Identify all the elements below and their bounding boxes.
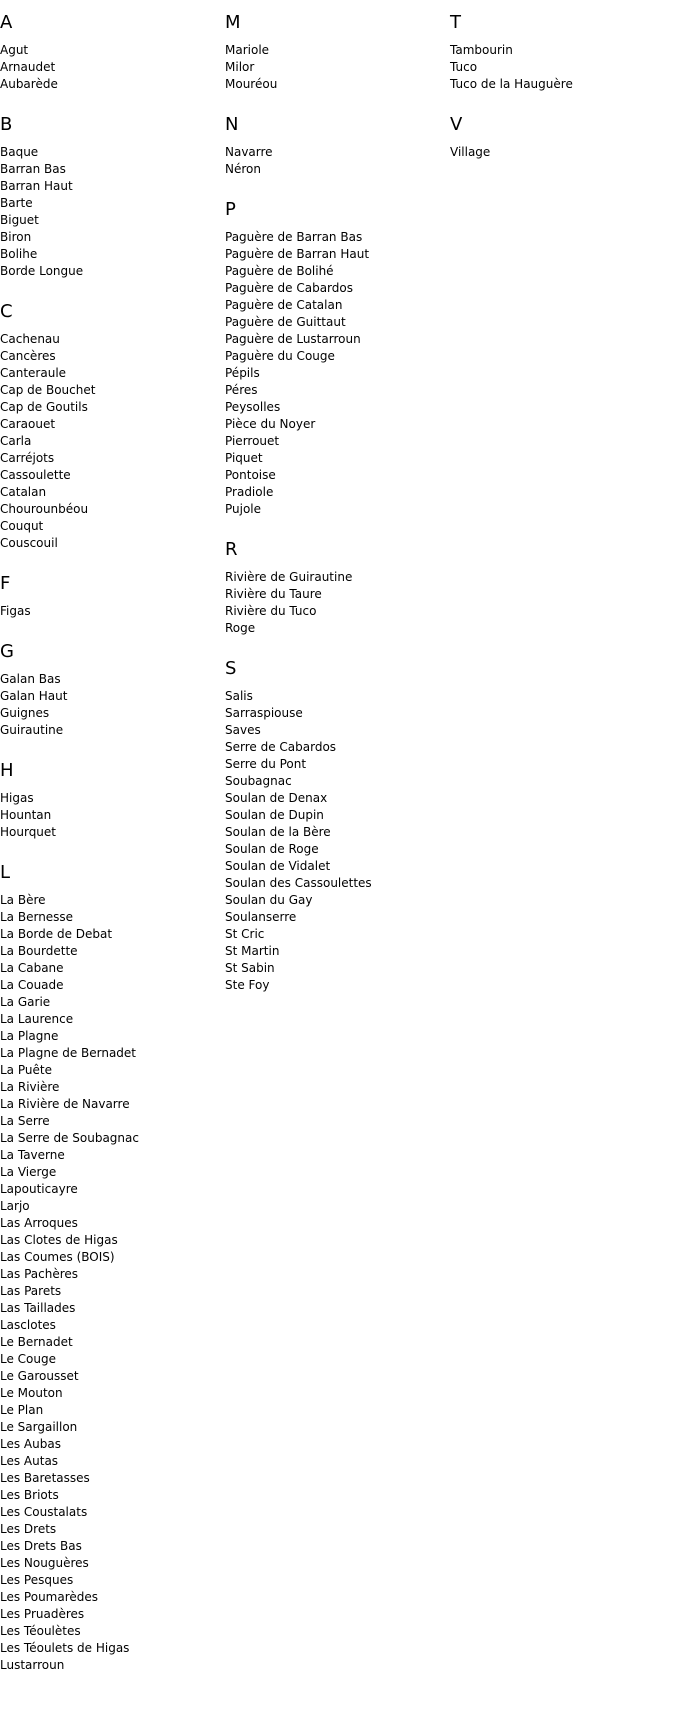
- letter-heading: F: [0, 573, 11, 594]
- entry-list: [0, 42, 225, 93]
- index-column-2: [225, 12, 450, 1015]
- place-link[interactable]: La Bère: [0, 893, 46, 907]
- place-link[interactable]: Tuco de la Hauguère: [450, 77, 573, 91]
- place-link[interactable]: Hourquet: [0, 825, 57, 839]
- place-link[interactable]: Las Coumes (BOIS): [0, 1250, 115, 1264]
- place-link[interactable]: Higas: [0, 791, 34, 805]
- entry-list: [225, 229, 450, 518]
- place-link[interactable]: Soulan de Dupin: [225, 808, 324, 822]
- place-link[interactable]: Le Garousset: [0, 1369, 79, 1383]
- place-link[interactable]: La Bourdette: [0, 944, 78, 958]
- letter-heading: C: [0, 301, 13, 322]
- place-link[interactable]: Lapouticayre: [0, 1182, 78, 1196]
- letter-group: [0, 573, 225, 620]
- place-link[interactable]: Les Poumarèdes: [0, 1590, 99, 1604]
- entry-list: [225, 42, 450, 93]
- place-link[interactable]: Figas: [0, 604, 31, 618]
- letter-group: [225, 114, 450, 178]
- place-link[interactable]: Galan Bas: [0, 672, 61, 686]
- entry-list: [225, 144, 450, 178]
- place-link[interactable]: Les Autas: [0, 1454, 59, 1468]
- place-link[interactable]: St Cric: [225, 927, 265, 941]
- place-link[interactable]: Las Pachères: [0, 1267, 79, 1281]
- entry-list: [450, 42, 675, 93]
- place-link[interactable]: Mouréou: [225, 77, 278, 91]
- place-link[interactable]: Soulanserre: [225, 910, 297, 924]
- place-link[interactable]: Cap de Bouchet: [0, 383, 96, 397]
- place-link[interactable]: Paguère de Catalan: [225, 298, 343, 312]
- letter-heading: S: [225, 658, 237, 679]
- place-link[interactable]: Agut: [0, 43, 29, 57]
- place-link[interactable]: Canteraule: [0, 366, 67, 380]
- place-link[interactable]: Soulan du Gay: [225, 893, 313, 907]
- place-link[interactable]: Le Mouton: [0, 1386, 63, 1400]
- letter-heading: P: [225, 199, 236, 220]
- letter-heading: B: [0, 114, 13, 135]
- index-column-1: [0, 12, 225, 1695]
- place-link[interactable]: Les Téoulets de Higas: [0, 1641, 130, 1655]
- place-link[interactable]: Le Sargaillon: [0, 1420, 78, 1434]
- place-link[interactable]: Roge: [225, 621, 256, 635]
- place-link[interactable]: Guirautine: [0, 723, 64, 737]
- place-link[interactable]: Chourounbéou: [0, 502, 89, 516]
- place-link[interactable]: Soubagnac: [225, 774, 292, 788]
- place-link[interactable]: Larjo: [0, 1199, 30, 1213]
- place-link[interactable]: Paguère du Couge: [225, 349, 335, 363]
- entry-list: [225, 688, 450, 994]
- place-link[interactable]: Pierrouet: [225, 434, 280, 448]
- place-link[interactable]: Salis: [225, 689, 253, 703]
- entry-list: [450, 144, 675, 161]
- place-link[interactable]: Milor: [225, 60, 255, 74]
- place-link[interactable]: La Puête: [0, 1063, 52, 1077]
- place-link[interactable]: Navarre: [225, 145, 273, 159]
- place-link[interactable]: Village: [450, 145, 491, 159]
- place-link[interactable]: Lustarroun: [0, 1658, 65, 1672]
- place-link[interactable]: Guignes: [0, 706, 50, 720]
- place-link[interactable]: Barran Haut: [0, 179, 73, 193]
- letter-group: [225, 658, 450, 994]
- place-link[interactable]: La Garie: [0, 995, 51, 1009]
- entry-list: [0, 892, 225, 1674]
- letter-heading: G: [0, 641, 14, 662]
- letter-group: [225, 12, 450, 93]
- place-link[interactable]: Soulan de Roge: [225, 842, 319, 856]
- letter-heading: R: [225, 539, 238, 560]
- place-link[interactable]: La Plagne de Bernadet: [0, 1046, 137, 1060]
- letter-group: [0, 641, 225, 739]
- place-link[interactable]: Borde Longue: [0, 264, 84, 278]
- place-link[interactable]: Tambourin: [450, 43, 513, 57]
- place-link[interactable]: Cap de Goutils: [0, 400, 88, 414]
- place-link[interactable]: Biguet: [0, 213, 39, 227]
- place-link[interactable]: Paguère de Bolihé: [225, 264, 334, 278]
- letter-group: [0, 114, 225, 280]
- place-link[interactable]: Piquet: [225, 451, 263, 465]
- place-link[interactable]: Néron: [225, 162, 261, 176]
- place-link[interactable]: Les Téoulètes: [0, 1624, 81, 1638]
- entry-list: [225, 569, 450, 637]
- place-link[interactable]: La Serre de Soubagnac: [0, 1131, 139, 1145]
- place-link[interactable]: Carréjots: [0, 451, 55, 465]
- place-link[interactable]: Caraouet: [0, 417, 56, 431]
- place-link[interactable]: Pujole: [225, 502, 262, 516]
- place-link[interactable]: Mariole: [225, 43, 270, 57]
- place-link[interactable]: Paguère de Guittaut: [225, 315, 346, 329]
- place-link[interactable]: St Martin: [225, 944, 280, 958]
- letter-group: [225, 539, 450, 637]
- place-link[interactable]: Biron: [0, 230, 32, 244]
- place-link[interactable]: Les Nouguères: [0, 1556, 89, 1570]
- place-link[interactable]: Pontoise: [225, 468, 276, 482]
- place-link[interactable]: Les Drets Bas: [0, 1539, 82, 1553]
- letter-heading: H: [0, 760, 14, 781]
- place-link[interactable]: Galan Haut: [0, 689, 68, 703]
- place-link[interactable]: Soulan de Vidalet: [225, 859, 331, 873]
- place-link[interactable]: Las Clotes de Higas: [0, 1233, 118, 1247]
- place-link[interactable]: Aubarède: [0, 77, 58, 91]
- place-link[interactable]: Soulan de Denax: [225, 791, 328, 805]
- place-link[interactable]: Las Parets: [0, 1284, 62, 1298]
- place-link[interactable]: Ste Foy: [225, 978, 270, 992]
- place-link[interactable]: Pradiole: [225, 485, 274, 499]
- letter-group: [0, 301, 225, 552]
- letter-group: [450, 12, 675, 93]
- place-link[interactable]: St Sabin: [225, 961, 275, 975]
- place-link[interactable]: La Borde de Debat: [0, 927, 113, 941]
- place-link[interactable]: La Rivière: [0, 1080, 60, 1094]
- place-link[interactable]: Arnaudet: [0, 60, 56, 74]
- place-link[interactable]: La Couade: [0, 978, 64, 992]
- place-link[interactable]: Paguère de Barran Bas: [225, 230, 363, 244]
- place-link[interactable]: Les Coustalats: [0, 1505, 88, 1519]
- place-link[interactable]: Soulan des Cassoulettes: [225, 876, 372, 890]
- place-link[interactable]: Hountan: [0, 808, 52, 822]
- letter-heading: L: [0, 862, 11, 883]
- place-link[interactable]: Bolihe: [0, 247, 38, 261]
- place-link[interactable]: Barran Bas: [0, 162, 66, 176]
- place-link[interactable]: Les Briots: [0, 1488, 59, 1502]
- place-link[interactable]: Sarraspiouse: [225, 706, 303, 720]
- place-link[interactable]: Cancères: [0, 349, 56, 363]
- place-link[interactable]: Saves: [225, 723, 261, 737]
- place-link[interactable]: Couscouil: [0, 536, 58, 550]
- place-link[interactable]: Peysolles: [225, 400, 281, 414]
- place-link[interactable]: Rivière de Guirautine: [225, 570, 353, 584]
- place-link[interactable]: Las Taillades: [0, 1301, 76, 1315]
- letter-heading: V: [450, 114, 463, 135]
- letter-group: [450, 114, 675, 161]
- place-link[interactable]: Cassoulette: [0, 468, 71, 482]
- place-link[interactable]: Les Baretasses: [0, 1471, 90, 1485]
- letter-group: [0, 862, 225, 1674]
- entry-list: [0, 603, 225, 620]
- letter-heading: N: [225, 114, 239, 135]
- place-link[interactable]: Le Bernadet: [0, 1335, 73, 1349]
- place-link[interactable]: La Rivière de Navarre: [0, 1097, 130, 1111]
- place-link[interactable]: Serre de Cabardos: [225, 740, 337, 754]
- entry-list: [0, 671, 225, 739]
- place-link[interactable]: Couqut: [0, 519, 44, 533]
- place-link[interactable]: Catalan: [0, 485, 47, 499]
- place-link[interactable]: Les Aubas: [0, 1437, 61, 1451]
- place-link[interactable]: Rivière du Tuco: [225, 604, 317, 618]
- place-link[interactable]: Les Pesques: [0, 1573, 74, 1587]
- letter-group: [0, 760, 225, 841]
- place-link[interactable]: La Laurence: [0, 1012, 74, 1026]
- place-link[interactable]: Cachenau: [0, 332, 60, 346]
- place-link[interactable]: Paguère de Barran Haut: [225, 247, 370, 261]
- place-link[interactable]: Le Plan: [0, 1403, 44, 1417]
- place-link[interactable]: Las Arroques: [0, 1216, 78, 1230]
- place-link[interactable]: Tuco: [450, 60, 478, 74]
- place-link[interactable]: Serre du Pont: [225, 757, 307, 771]
- place-link[interactable]: Soulan de la Bère: [225, 825, 331, 839]
- place-link[interactable]: Paguère de Lustarroun: [225, 332, 361, 346]
- index-column-3: [450, 12, 675, 182]
- place-link[interactable]: La Cabane: [0, 961, 64, 975]
- entry-list: [0, 790, 225, 841]
- letter-heading: M: [225, 12, 241, 33]
- place-link[interactable]: Rivière du Taure: [225, 587, 322, 601]
- place-link[interactable]: Baque: [0, 145, 39, 159]
- entry-list: [0, 331, 225, 552]
- place-link[interactable]: Pépils: [225, 366, 260, 380]
- place-link[interactable]: Carla: [0, 434, 32, 448]
- place-link[interactable]: Pièce du Noyer: [225, 417, 316, 431]
- place-link[interactable]: Paguère de Cabardos: [225, 281, 353, 295]
- place-link[interactable]: Barte: [0, 196, 33, 210]
- place-link[interactable]: Le Couge: [0, 1352, 56, 1366]
- place-link[interactable]: Les Drets: [0, 1522, 57, 1536]
- place-link[interactable]: La Plagne: [0, 1029, 59, 1043]
- place-link[interactable]: La Bernesse: [0, 910, 74, 924]
- letter-group: [225, 199, 450, 518]
- place-link[interactable]: Lasclotes: [0, 1318, 56, 1332]
- letter-heading: A: [0, 12, 13, 33]
- entry-list: [0, 144, 225, 280]
- letter-group: [0, 12, 225, 93]
- place-link[interactable]: La Taverne: [0, 1148, 65, 1162]
- place-link[interactable]: Péres: [225, 383, 258, 397]
- place-link[interactable]: La Vierge: [0, 1165, 57, 1179]
- place-link[interactable]: Les Pruadères: [0, 1607, 85, 1621]
- place-link[interactable]: La Serre: [0, 1114, 50, 1128]
- letter-heading: T: [450, 12, 461, 33]
